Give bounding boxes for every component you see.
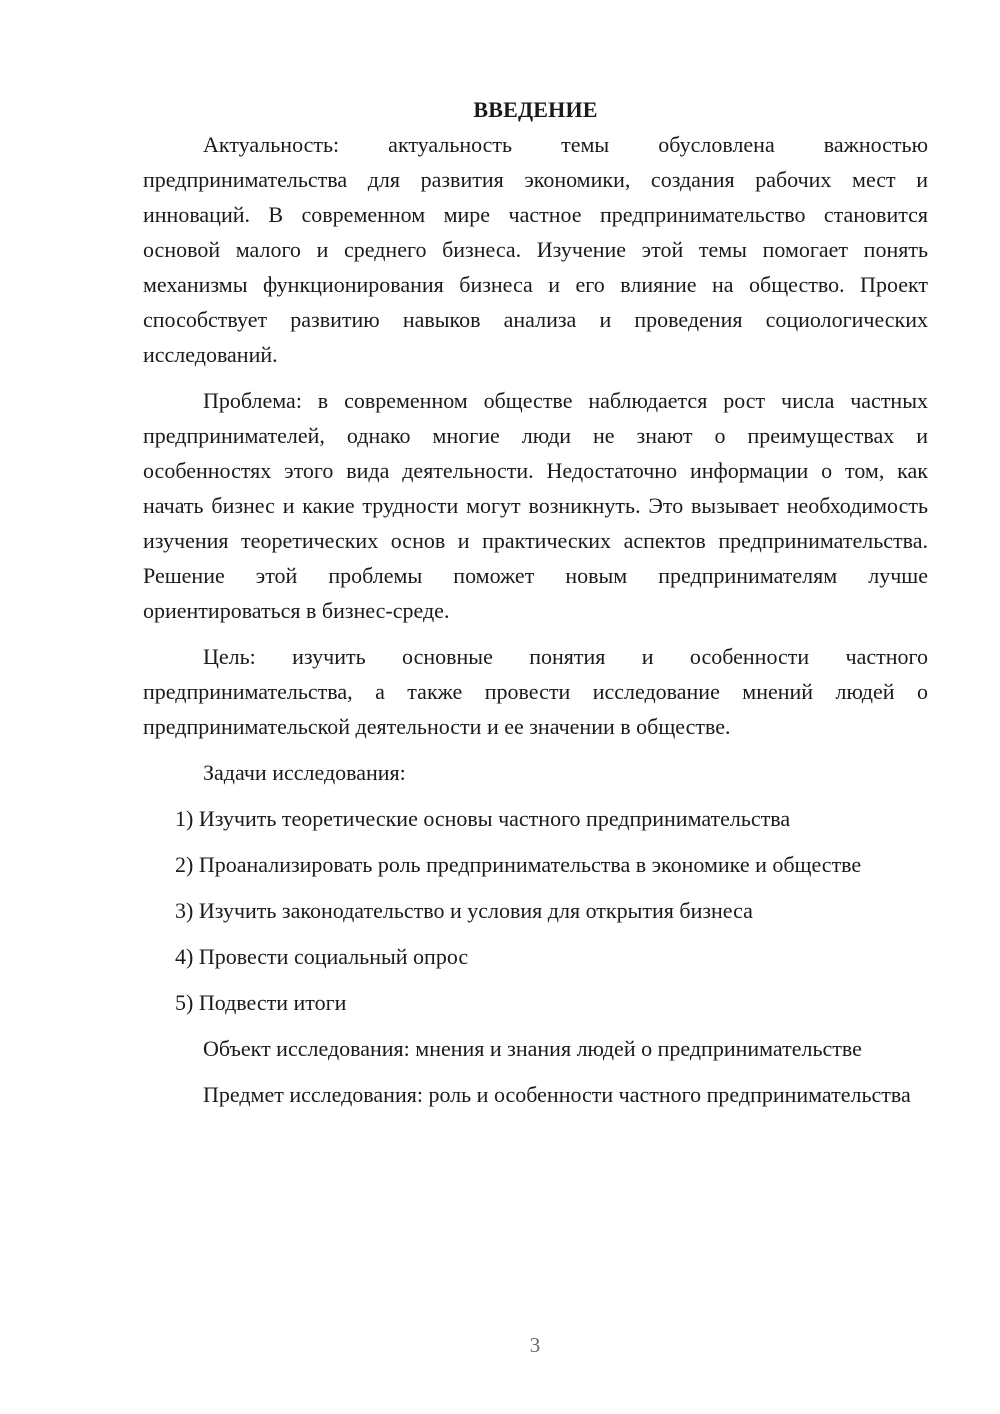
document-page bbox=[143, 92, 928, 1123]
page-title: ВВЕДЕНИЕ bbox=[473, 97, 598, 122]
problem-paragraph: Проблема: в современном обществе наблюдается рост числа частных предпринимателей, однако многие люди не знают о преимуществах и особенностях этого вида деятельности. Недостаточно информации о том, как начать бизнес и какие трудности могут возникнуть. Это вызывает необходимость изучения теоретических основ и практических аспектов предпринимательства. Решение этой проблемы поможет новым предпринимателям лучше ориентироваться в бизнес-среде. bbox=[143, 388, 928, 623]
subject-paragraph: Предмет исследования: роль и особенности частного предпринимательства bbox=[203, 1082, 911, 1107]
object-paragraph: Объект исследования: мнения и знания людей о предпринимательстве bbox=[203, 1036, 862, 1061]
relevance-paragraph: Актуальность: актуальность темы обусловлена важностью предпринимательства для развития экономики, создания рабочих мест и инноваций. В современном мире частное предпринимательство становится основой малого и среднего бизнеса. Изучение этой темы помогает понять механизмы функционирования бизнеса и его влияние на общество. Проект способствует развитию навыков анализа и проведения социологических исследований. bbox=[143, 132, 928, 367]
task-item: 4) Провести социальный опрос bbox=[175, 944, 469, 969]
tasks-title: Задачи исследования: bbox=[203, 760, 406, 785]
task-item: 1) Изучить теоретические основы частного предпринимательства bbox=[175, 806, 791, 831]
task-item: 2) Проанализировать роль предпринимательства в экономике и обществе bbox=[175, 852, 862, 877]
page-number: 3 bbox=[529, 1333, 541, 1357]
task-item: 3) Изучить законодательство и условия для открытия бизнеса bbox=[175, 898, 753, 923]
goal-paragraph: Цель: изучить основные понятия и особенности частного предпринимательства, а также провести исследование мнений людей о предпринимательской деятельности и ее значении в обществе. bbox=[143, 644, 928, 739]
task-item: 5) Подвести итоги bbox=[175, 990, 347, 1015]
